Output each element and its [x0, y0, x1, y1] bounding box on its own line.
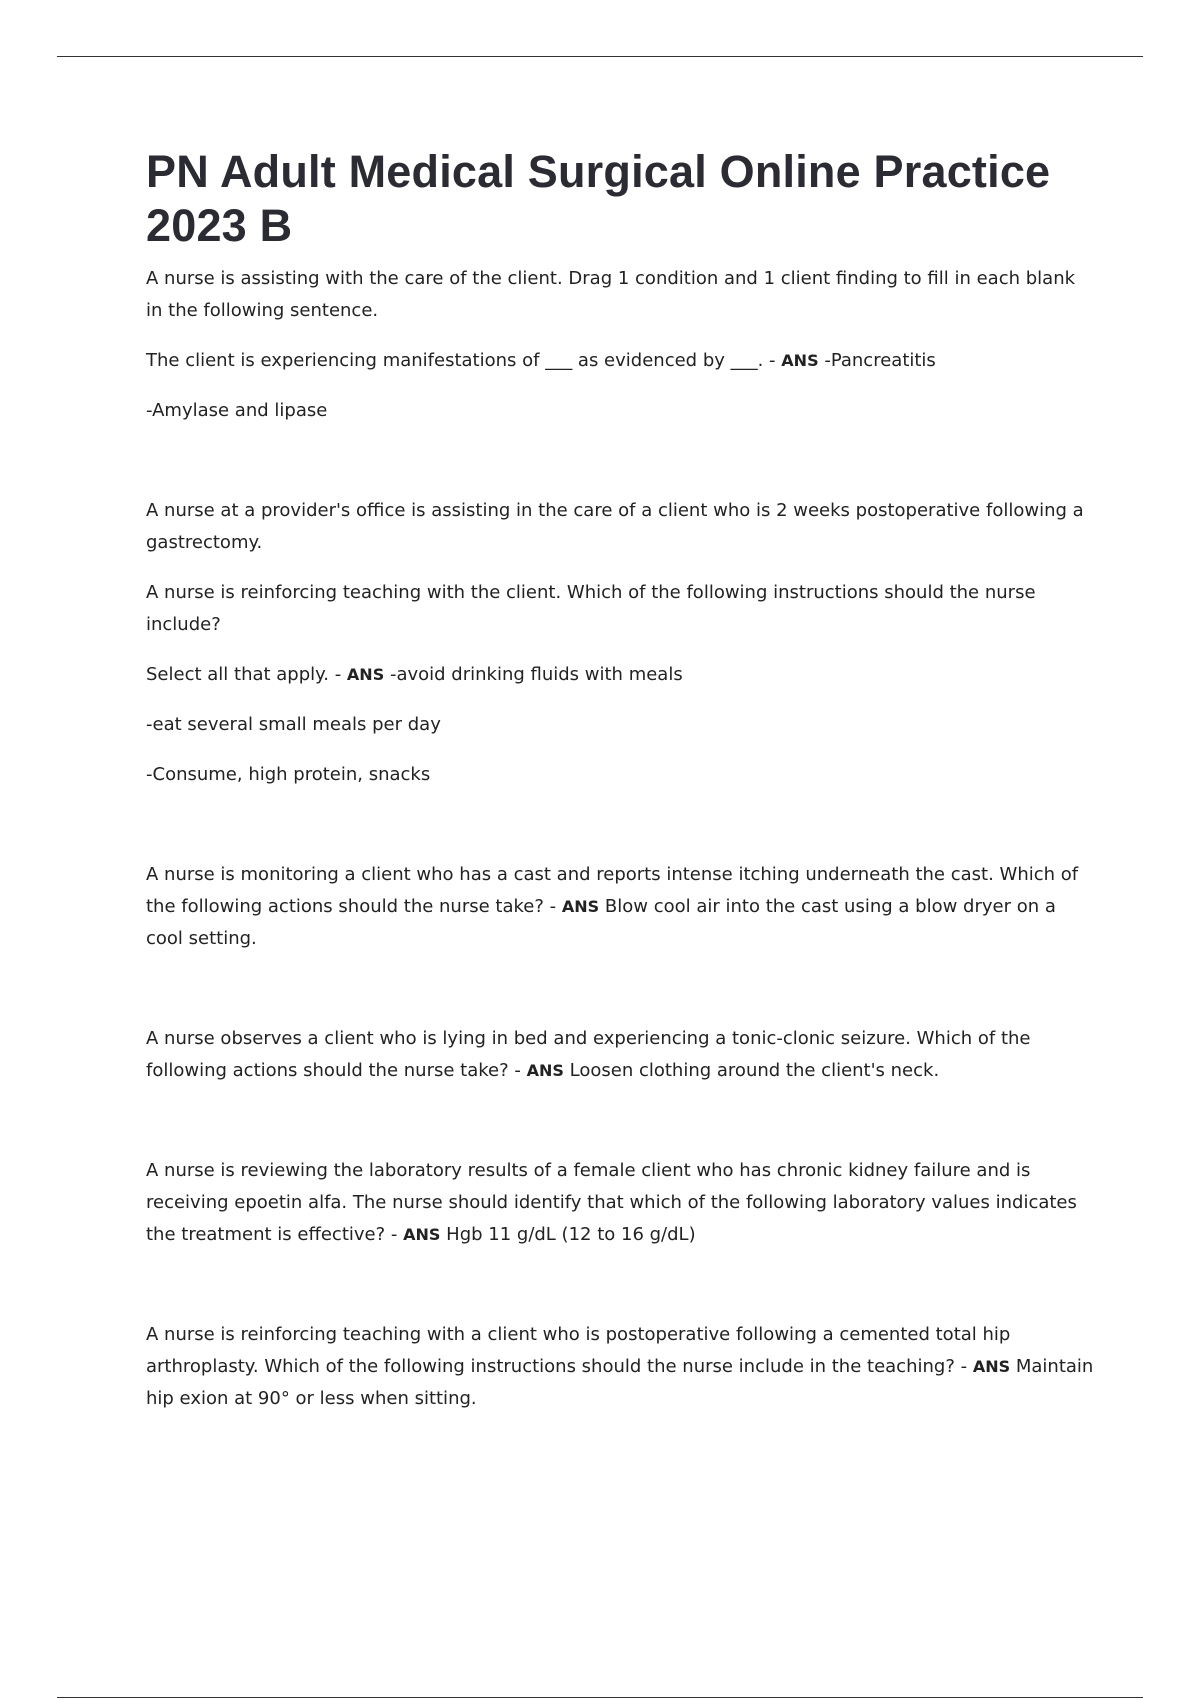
bottom-rule	[57, 1697, 1143, 1698]
spacer	[146, 809, 1096, 859]
question-text: Select all that apply. - ANS -avoid drinking fluids with meals	[146, 664, 683, 685]
answer-text: Blow cool air into the cast using a blow dryer on a cool setting.	[146, 896, 1056, 949]
ans-label: ANS	[346, 665, 385, 684]
spacer	[146, 1105, 1096, 1155]
top-rule	[57, 56, 1143, 57]
question-text: A nurse observes a client who is lying in bed and experiencing a tonic-clonic seizure. Which of the following actions should the nurse take? - ANS Loosen clothing around the client's neck.	[146, 1028, 1031, 1081]
question-text: A nurse is monitoring a client who has a cast and reports intense itching underneath the cast. Which of the following actions should the nurse take? - ANS Blow cool air into the cast using a blow dryer on a cool setting.	[146, 864, 1079, 949]
answer-text: Loosen clothing around the client's neck.	[569, 1060, 940, 1081]
answer-text: -Amylase and lipase	[146, 400, 328, 421]
spacer	[146, 973, 1096, 1023]
ans-label: ANS	[403, 1225, 441, 1244]
qa-list	[146, 263, 1096, 1415]
ans-label: ANS	[561, 897, 600, 916]
spacer	[146, 445, 1096, 495]
document-title: PN Adult Medical Surgical Online Practice 2023 B	[146, 146, 1051, 251]
answer-text: -Pancreatitis	[824, 350, 936, 371]
answer-text: -Consume, high protein, snacks	[146, 764, 431, 785]
document-body	[146, 145, 1096, 1433]
question-text: A nurse is reinforcing teaching with the client. Which of the following instructions should the nurse include?	[146, 582, 1036, 635]
question-text: A nurse is assisting with the care of the client. Drag 1 condition and 1 client finding to fill in each blank in the following sentence.	[146, 268, 1076, 321]
answer-text: Hgb 11 g/dL (12 to 16 g/dL)	[446, 1224, 696, 1245]
ans-label: ANS	[972, 1357, 1011, 1376]
question-text: A nurse at a provider's office is assisting in the care of a client who is 2 weeks postoperative following a gastrectomy.	[146, 500, 1084, 553]
question-text: A nurse is reinforcing teaching with a client who is postoperative following a cemented total hip arthroplasty. Which of the following instructions should the nurse include in the teaching? - ANS Maintain hip exion at 90° or less when sitting.	[146, 1324, 1094, 1409]
question-text: A nurse is reviewing the laboratory results of a female client who has chronic kidney failure and is receiving epoetin alfa. The nurse should identify that which of the following laboratory values indicates the treatment is effective? - ANS Hgb 11 g/dL (12 to 16 g/dL)	[146, 1160, 1077, 1245]
ans-label: ANS	[526, 1061, 564, 1080]
ans-label: ANS	[781, 351, 819, 370]
answer-text: Maintain hip exion at 90° or less when sitting.	[146, 1356, 1094, 1409]
question-text: The client is experiencing manifestations of ___ as evidenced by ___. - ANS -Pancreatitis	[146, 350, 936, 371]
answer-text: -avoid drinking fluids with meals	[389, 664, 683, 685]
answer-text: -eat several small meals per day	[146, 714, 441, 735]
spacer	[146, 1269, 1096, 1319]
